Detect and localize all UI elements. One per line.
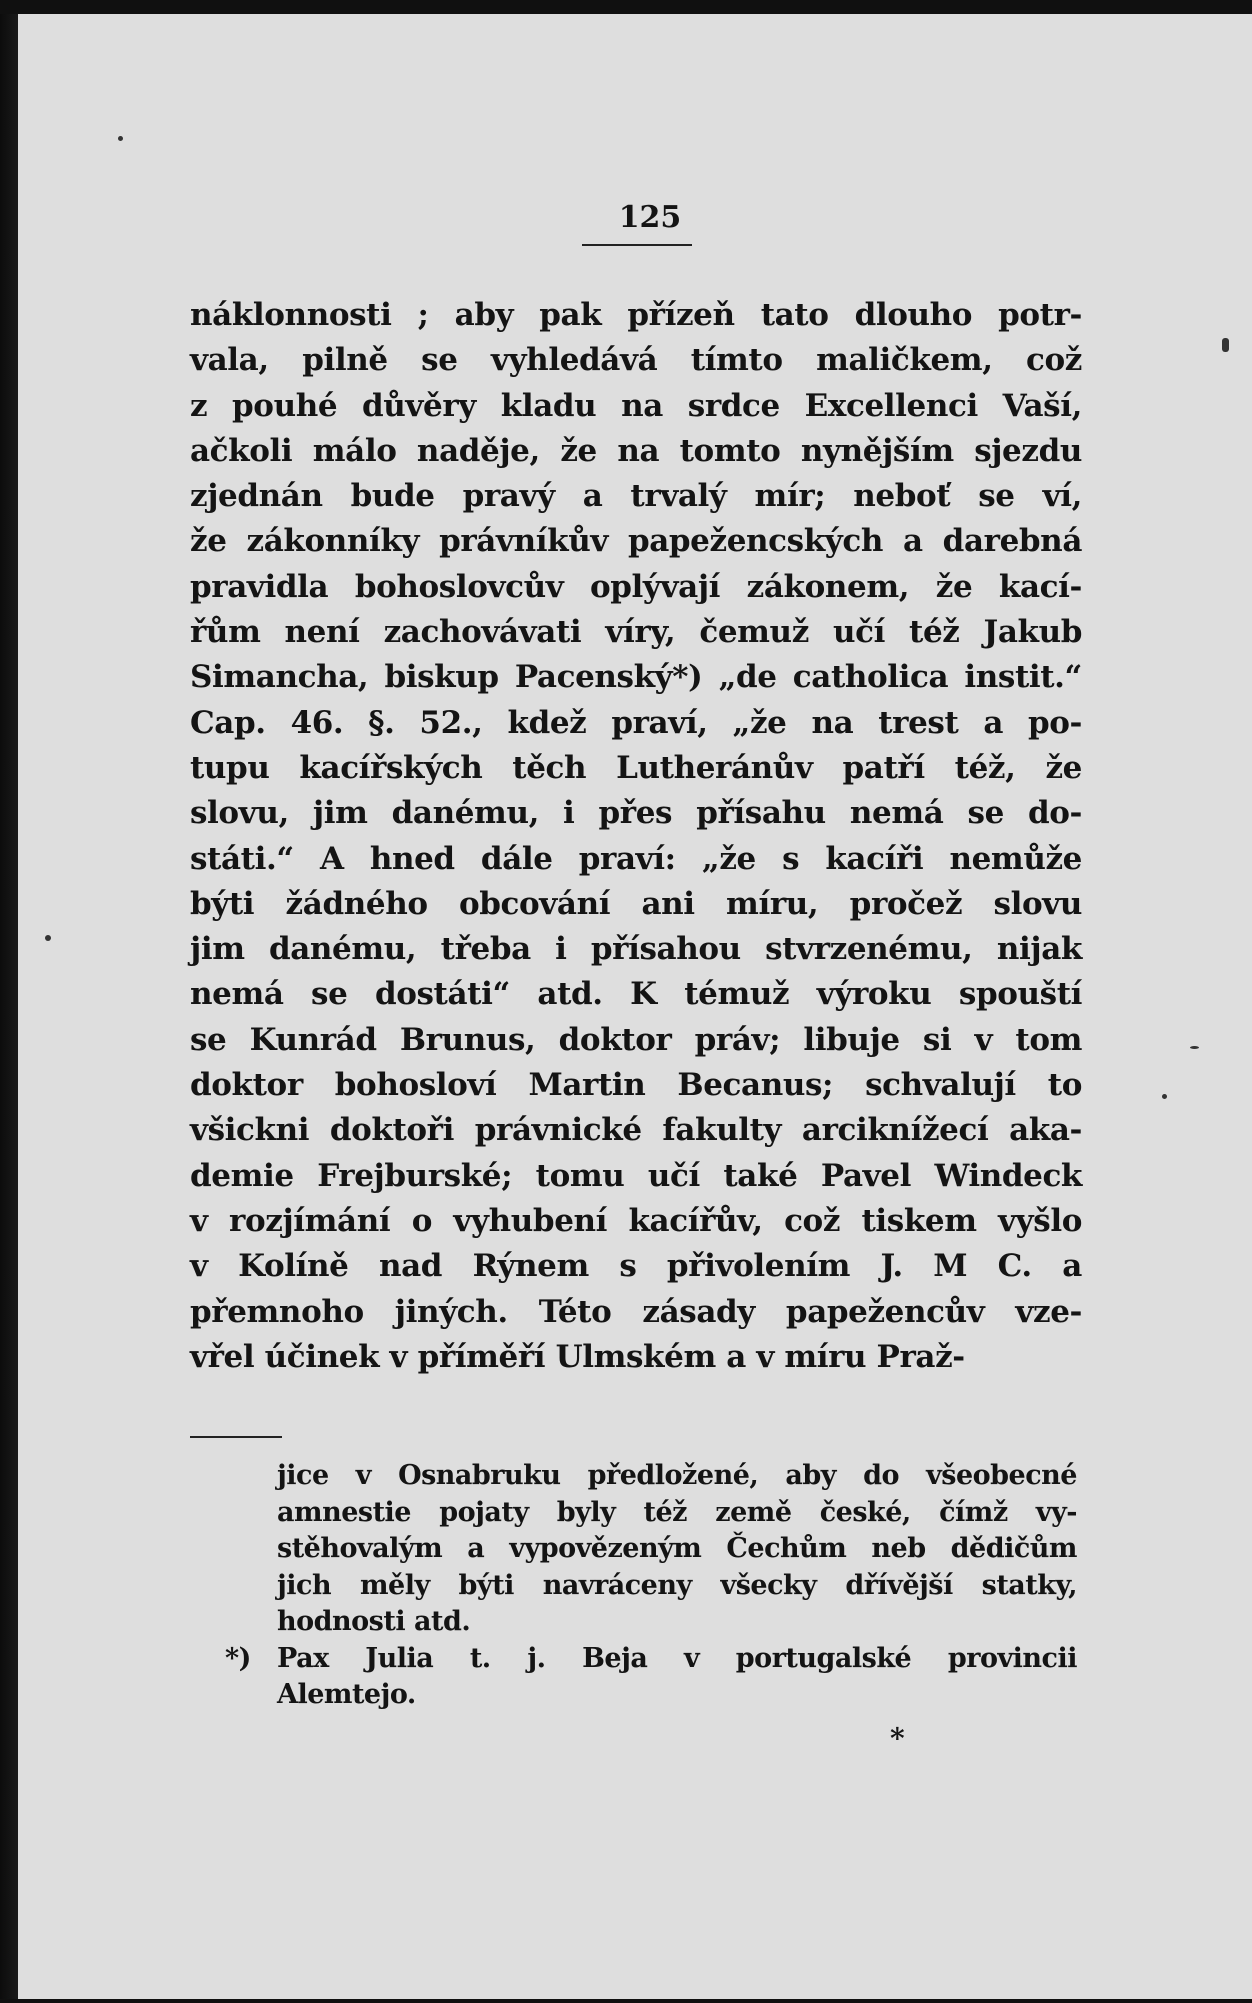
footnote-text: Pax Julia t. j. Beja v portugalské provincii [277,1642,1077,1674]
footnote-text: jich měly býti navráceny všecky dřívější statky, [277,1569,1077,1601]
text-line: ačkoli málo naděje, že na tomto nynějším sjezdu [190,432,1082,469]
footnote-line [225,1641,1077,1678]
footnote-text: hodnosti atd. [277,1606,471,1637]
text-line: v rozjímání o vyhubení kacířův, což tiskem vyšlo [190,1202,1082,1239]
text-line: že zákonníky právníkův papežencských a darebná [190,523,1082,560]
text-line: jim danému, třeba i přísahou stvrzenému, nijak [190,931,1082,968]
footnote-line [225,1495,1077,1532]
paper-speck [45,935,51,941]
text-line: Simancha, biskup Pacenský*) „de catholica instit.“ [190,659,1082,696]
text-line: nemá se dostáti“ atd. K témuž výroku spouští [190,976,1082,1013]
footnote-line [225,1604,1077,1641]
footnote-text: Alemtejo. [277,1679,416,1710]
text-line: v Kolíně nad Rýnem s přivolením J. M C. a [190,1248,1082,1285]
text-line: doktor bohosloví Martin Becanus; schvalují to [190,1067,1082,1104]
footnote-line [225,1531,1077,1568]
text-line: se Kunrád Brunus, doktor práv; libuje si v tom [190,1021,1082,1058]
paper-speck [1222,338,1229,352]
text-line: všickni doktoři právnické fakulty arciknížecí aka- [190,1112,1082,1149]
footnote-marker: *) [225,1642,251,1674]
text-line: z pouhé důvěry kladu na srdce Excellenci Vaší, [190,387,1082,424]
paper-speck [118,136,123,141]
signature-mark: * [890,1722,905,1755]
body-text [190,293,1082,1380]
footnote-line [225,1458,1077,1495]
text-line: slovu, jim danému, i přes přísahu nemá se do- [190,795,1082,832]
paper-speck [1190,1046,1199,1049]
text-line: tupu kacířských těch Lutheránův patří též, že [190,749,1082,786]
footnote-text: amnestie pojaty byly též země české, čímž vy- [277,1496,1077,1528]
text-line: přemnoho jiných. Této zásady papežencův vze- [190,1293,1082,1330]
text-line: zjednán bude pravý a trvalý mír; neboť se ví, [190,478,1082,515]
text-line: státi.“ A hned dále praví: „že s kacíři nemůže [190,840,1082,877]
footnote-text: stěhovalým a vypovězeným Čechům neb dědičům [277,1533,1077,1564]
paper-speck [1162,1094,1167,1099]
text-line: býti žádného obcování ani míru, pročež slovu [190,885,1082,922]
text-line: řům není zachovávati víry, čemuž učí též Jakub [190,614,1082,651]
footnote-line [225,1677,1077,1714]
footnote-rule [190,1436,282,1438]
page-number-rule [582,244,692,246]
text-line: pravidla bohoslovcův oplývají zákonem, že kací- [190,568,1082,605]
footnotes [225,1458,1077,1714]
text-line: Cap. 46. §. 52., kdež praví, „že na trest a po- [190,704,1082,741]
footnote-text: jice v Osnabruku předložené, aby do všeobecné [277,1460,1077,1491]
text-line: demie Frejburské; tomu učí také Pavel Windeck [190,1157,1082,1194]
page-number: 125 [618,200,682,235]
text-line: náklonnosti ; aby pak přízeň tato dlouho potr- [190,297,1082,333]
footnote-line [225,1568,1077,1605]
text-line: vřel účinek v příměří Ulmském a v míru Praž- [190,1338,965,1375]
text-line: vala, pilně se vyhledává tímto maličkem, což [190,342,1082,379]
